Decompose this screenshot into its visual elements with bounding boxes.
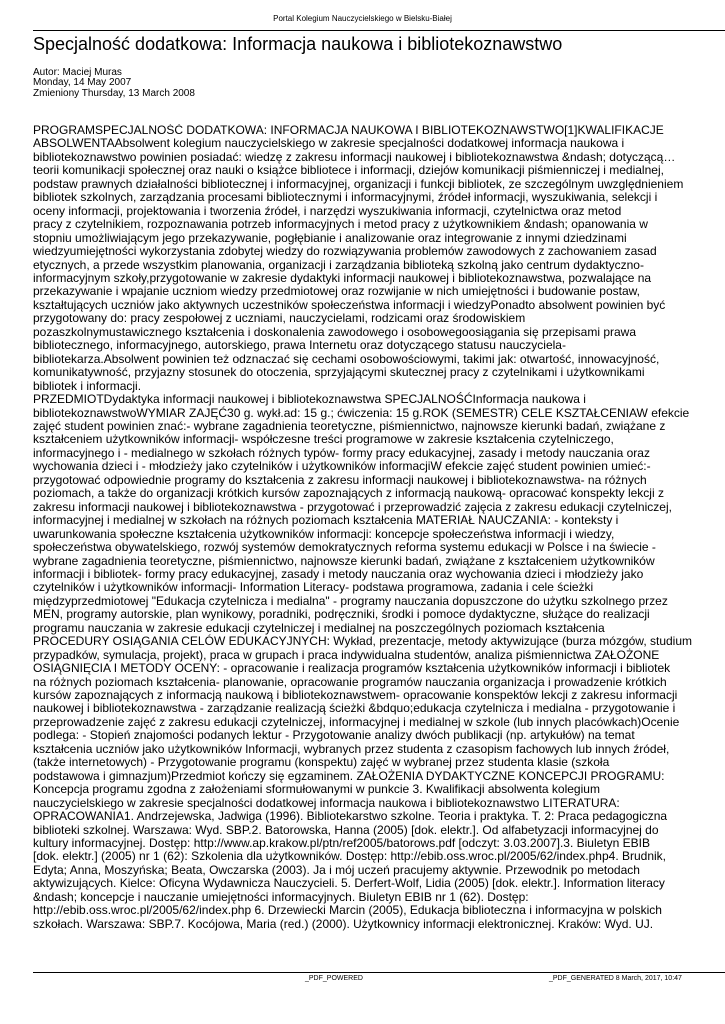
article-meta — [33, 68, 195, 99]
body-line: pozaszkolnymustawicznego kształcenia i doskonalenia zawodowego i osobowegoosiągania się przepisami prawa — [33, 324, 637, 339]
body-line: kursów zapoznających z informacją naukową i bibliotekoznawstwem- opracowanie konspektów lekcji z zakresu informacji — [33, 688, 678, 703]
body-line: informacyjnej i medialnej w szkołach na różnych poziomach kształcenia MATERIAŁ NAUCZANIA: - konteksty i — [33, 513, 619, 528]
body-line: szkołach. Warszawa: SBP.7. Kocójowa, Maria (red.) (2000). Użytkownicy informacji elektronicznej. Kraków: Wyd. UJ. — [33, 916, 654, 931]
article-title: Specjalność dodatkowa: Informacja naukowa i bibliotekoznawstwo — [33, 34, 563, 54]
body-line: etycznych, a przede wszystkim planowania, organizacji i zarządzania biblioteką szkolną jako centrum dydaktyczno- — [33, 257, 644, 272]
body-line: (także internetowych) - Przygotowanie programu (konspektu) zajęć w wybranej przez studenta klasie (szkoła — [33, 755, 610, 770]
body-line: stopniu umożliwiającym jego przekazywanie, pogłębianie i analizowanie oraz integrowanie z innymi dziedzinami — [33, 230, 627, 245]
body-line: poziomach, a także do organizacji krótkich kursów zapoznających z informacją naukową- opracować konspekty lekcji z — [33, 486, 664, 501]
body-line: OPRACOWANIA1. Andrzejewska, Jadwiga (1996). Bibliotekarstwo szkolne. Teoria i praktyka. T. 2: Praca pedagogiczna — [33, 809, 668, 824]
body-line: wychowania dzieci i - młodzieży jako czytelników i użytkowników informacjiW efekcie zajęć student powinien umieć:- — [33, 459, 651, 474]
body-line: bibliotecznego, informacyjnego, autorskiego, prawa Internetu oraz dotyczącego statusu nauczyciela- — [33, 338, 566, 353]
body-line: informacyjnym szkoły,przygotowanie w zakresie dydaktyki informacji naukowej i bibliotekoznawstwa, pozwalające na — [33, 270, 652, 285]
body-line: oceny informacji, projektowania i tworzenia źródeł, i narzędzi wyszukiwania informacji, czytelnictwa oraz metod — [33, 203, 622, 218]
body-line: teorii komunikacji społecznej oraz nauki o książce bibliotece i informacji, dziejów komunikacji piśmienniczej i medialnej, — [33, 163, 664, 178]
date-line: Monday, 14 May 2007 — [33, 77, 132, 89]
body-line: przygotować odpowiednie programy do kształcenia z zakresu informacji naukowej i bibliotekoznawstwa- na różnych — [33, 472, 647, 487]
body-line: naukowej i bibliotekoznawstwa - zarządzanie realizacją ścieżki &bdquo;edukacja czytelnicza i medialna - przygotowanie i — [33, 701, 676, 716]
body-line: informacyjnego i - medialnego w szkołach różnych typów- formy pracy edukacyjnej, zasady i metody nauczania oraz — [33, 445, 650, 460]
body-line: kształtujących uczniów jako aktywnych uczestników społeczeństwa informacji i wiedzyPonadto absolwent powinien być — [33, 297, 666, 312]
body-line: czytelników i użytkowników informacji- Information Literacy- podstawa programowa, zadania i cele ścieżki — [33, 580, 594, 595]
body-line: Edyta; Anna, Moszyńska; Beata, Owczarska (2003). Ja i mój uczeń pracujemy aktywnie. Przewodnik po metodach — [33, 862, 640, 877]
modified-line: Zmieniony Thursday, 13 March 2008 — [33, 87, 195, 99]
body-line: kształcenia uczniów jako użytkowników Informacji, wybranych przez studenta z czasopism fachowych lub innych źródeł, — [33, 741, 670, 756]
body-line: podlega: - Stopień znajomości podanych lektur - Przygotowanie analizy dwóch publikacji (np. artykułów) na temat — [33, 728, 635, 743]
body-line: nauczycielskiego w zakresie specjalności dodatkowej informacja naukowa i bibliotekoznawstwo LITERATURA: — [33, 795, 620, 810]
body-line: biblioteki szkolnej. Warszawa: Wyd. SBP.2. Batorowska, Hanna (2005) [dok. elektr.]. Od alfabetyzacji informacyjnej do — [33, 822, 659, 837]
author-line: Autor: Maciej Muras — [33, 67, 122, 78]
footer-generated: _PDF_GENERATED 8 March, 2017, 10:47 — [549, 975, 682, 982]
top-divider — [33, 30, 725, 31]
body-line: komunikatywność, przyjazny stosunek do otoczenia, sprzyjającymi skutecznej pracy z czytelnikami i użytkownikami — [33, 365, 645, 380]
body-line: bibliotekarza.Absolwent powinien też odznaczać się cechami osobowościowymi, takimi jak: otwartość, innowacyjność, — [33, 351, 660, 366]
body-line: zakresu informacji naukowej i bibliotekoznawstwa - przygotować i przeprowadzić zajęcia z zakresu edukacji czytelniczej, — [33, 499, 672, 514]
body-line: na różnych poziomach kształcenia- planowanie, opracowanie programów nauczania organizacja i prowadzenie krótkich — [33, 674, 667, 689]
body-line: podstawowa i gimnazjum)Przedmiot kończy się egzaminem. ZAŁOŻENIA DYDAKTYCZNE KONCEPCJI PROGRAMU: — [33, 768, 665, 783]
body-line: przypadków, symulacja, projekt), praca w grupach i praca indywidualna studentów, analiza piśmiennictwa ZAŁOŻONE — [33, 647, 660, 662]
body-line: OSIĄGNIĘCIA I METODY OCENY: - opracowanie i realizacja programów kształcenia użytkowników informacji i bibliotek — [33, 661, 671, 676]
site-header: Portal Kolegium Nauczycielskiego w Bielsku-Białej — [273, 14, 452, 23]
body-line: bibliotekoznawstwo powinien posiadać: wiedzę z zakresu informacji naukowej i bibliotekoznawstwa &ndash; dotyczącą… — [33, 149, 676, 164]
body-line: informacji i bibliotek- formy pracy edukacyjnej, zasady i metody nauczania oraz wychowania dzieci i młodzieży jako — [33, 566, 644, 581]
body-line: przekazywanie i wpajanie uczniom wiedzy przedmiotowej oraz rozwijanie w nich umiejętności i budowanie postaw, — [33, 284, 640, 299]
body-line: wybrane zagadnienia teoretyczne, piśmiennictwo, najnowsze kierunki badań, zwiążane z kształceniem użytkowników — [33, 553, 655, 568]
body-line: przygotowany do: pracy zespołowej z uczniami, nauczycielami, rodzicami oraz środowiskiem — [33, 311, 526, 326]
body-line: programu nauczania w zakresie edukacji czytelniczej i medialnej na poszczególnych poziomach kształcenia — [33, 620, 605, 635]
body-line: ABSOLWENTAAbsolwent kolegium nauczycielskiego w zakresie specjalności dodatkowej informacja naukowa i — [33, 136, 625, 151]
bottom-divider — [33, 972, 725, 973]
body-line: międzyprzedmiotowej "Edukacja czytelnicza i medialna" - programy nauczania dopuszczone do użytku szkolnego przez — [33, 593, 668, 608]
body-line: http://ebib.oss.wroc.pl/2005/62/index.php 6. Drzewiecki Marcin (2005), Edukacja biblioteczna i informacyjna w polskich — [33, 903, 662, 918]
body-line: PRZEDMIOTDydaktyka informacji naukowej i bibliotekoznawstwa SPECJALNOŚĆInformacja naukowa i — [33, 392, 586, 407]
body-line: PROCEDURY OSIĄGANIA CELÓW EDUKACYJNYCH: Wykład, prezentacje, metody aktywizujące (burza mózgów, studium — [33, 634, 692, 649]
body-line: kultury informacyjnej. Dostęp: http://www.ap.krakow.pl/ptn/ref2005/batorows.pdf [odczyt: 3.03.2007].3. Biuletyn EBIB — [33, 836, 650, 851]
body-line: wiedzyumiejętności wykorzystania zdobytej wiedzy do rozwiązywania problemów zawodowych z zachowaniem zasad — [33, 244, 657, 259]
body-line: PROGRAMSPECJALNOŚĆ DODATKOWA: INFORMACJA NAUKOWA I BIBLIOTEKOZNAWSTWO[1]KWALIFIKACJE — [33, 124, 664, 137]
body-line: pracy z czytelnikiem, rozpoznawania potrzeb informacyjnych i metod pracy z użytkownikiem &ndash; opanowania w — [33, 217, 648, 232]
body-line: Koncepcja programu zgodna z założeniami sformułowanymi w punkcie 3. Kwalifikacji absolwenta kolegium — [33, 782, 600, 797]
body-line: społeczeństwa obywatelskiego, rozwój systemów demokratycznych reforma systemu edukacji w Polsce i na świecie - — [33, 540, 656, 555]
body-line: zajęć student powinien znać:- wybrane zagadnienia teoretyczne, piśmiennictwo, najnowsze kierunki badań, zwiążane z — [33, 418, 666, 433]
body-line: kształceniem użytkowników informacji- współczesne treści programowe w zakresie kształcenia czytelniczego, — [33, 432, 614, 447]
body-line: bibliotekoznawstwoWYMIAR ZAJĘĆ30 g. wykł.ad: 15 g.; ćwiczenia: 15 g.ROK (SEMESTR) CELE KSZTAŁCENIAW efekcie — [33, 405, 690, 420]
body-line: bibliotek szkolnych, zarządzania procesami bibliotecznymi i informacyjnymi, źródeł informacji, wyszukiwania, selekcji i — [33, 190, 658, 205]
body-line: bibliotek i informacji. — [33, 378, 142, 393]
body-line: &ndash; koncepcje i nauczanie umiejętności informacyjnych. Biuletyn EBIB nr 1 (62). Dostęp: — [33, 889, 529, 904]
body-line: uwarunkowania społeczne kształcenia użytkowników informacji: koncepcje społeczeństwa informacji i wiedzy, — [33, 526, 615, 541]
body-line: przeprowadzenie zajęć z zakresu edukacji czytelniczej, informacyjnej i medialnej w szkole (lub innych placówkach)Ocenie — [33, 714, 680, 729]
body-line: [dok. elektr.] (2005) nr 1 (62): Szkolenia dla użytkowników. Dostęp: http://ebib.oss.wroc.pl/2005/62/index.php4. Brudnik, — [33, 849, 667, 864]
footer-powered: _PDF_POWERED — [305, 975, 363, 982]
body-line: aktywizujących. Kielce: Oficyna Wydawnicza Nauczycieli. 5. Derfert-Wolf, Lidia (2005) [dok. elektr.]. Information literacy — [33, 876, 665, 891]
article-body — [33, 124, 725, 982]
body-line: MEN, programy autorskie, plan wynikowy, poradniki, podręczniki, środki i pomoce dydaktyczne, służące do realizacji — [33, 607, 650, 622]
body-line: podstaw prawnych działalności bibliotecznej i informacyjnej, organizacji i funkcji bibliotek, ze szczególnym uwzględnieniem — [33, 176, 684, 191]
